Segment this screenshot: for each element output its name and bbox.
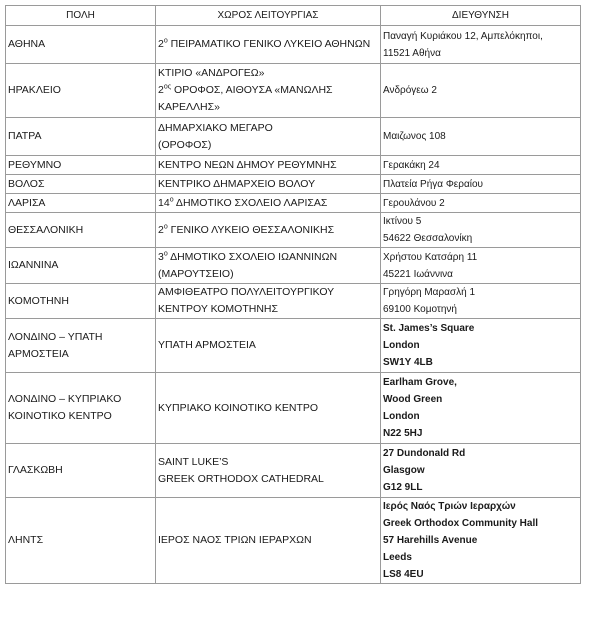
city-cell: ΓΛΑΣΚΩΒΗ [6, 444, 156, 498]
venue-line: SAINT LUKE’S [158, 455, 229, 468]
address-line: Earlham Grove, [383, 377, 457, 388]
venue-line: $2^{o\varsigma}$ ΟΡΟΦΟΣ, ΑΙΘΟΥΣΑ «ΜΑΝΩΛΗΣ [158, 83, 333, 96]
address-line: Leeds [383, 552, 412, 563]
address-line: LS8 4EU [383, 569, 424, 580]
table-row [6, 156, 581, 175]
address-line: 45221 Ιωάννινα [383, 268, 453, 280]
address-line: Πλατεία Ρήγα Φεραίου [383, 178, 483, 190]
table-body [6, 26, 581, 584]
venue-line: ΙΕΡΟΣ ΝΑΟΣ ΤΡΙΩΝ ΙΕΡΑΡΧΩΝ [158, 534, 312, 546]
header-address: ΔΙΕΥΘΥΝΣΗ [381, 6, 581, 26]
address-cell [381, 319, 581, 373]
address-line: 54622 Θεσσαλονίκη [383, 233, 473, 244]
venue-line: ΚΕΝΤΡΟΥ ΚΟΜΟΤΗΝΗΣ [158, 303, 278, 315]
table-row [6, 284, 581, 319]
venue-cell [156, 319, 381, 373]
header-row [6, 6, 581, 26]
city-cell: ΙΩΑΝΝΙΝΑ [6, 248, 156, 284]
city-cell: ΑΘΗΝΑ [6, 26, 156, 64]
venue-cell [156, 284, 381, 319]
header-city: ΠΟΛΗ [6, 6, 156, 26]
city-cell: ΡΕΘΥΜΝΟ [6, 156, 156, 175]
table-row [6, 373, 581, 444]
address-cell [381, 26, 581, 64]
city-cell: ΛΟΝΔΙΝΟ – ΥΠΑΤΗ ΑΡΜΟΣΤΕΙΑ [6, 319, 156, 373]
table-row [6, 26, 581, 64]
address-cell [381, 118, 581, 156]
address-line: Γρηγόρη Μαρασλή 1 [383, 287, 476, 298]
table-row [6, 213, 581, 248]
venues-table [5, 5, 581, 584]
address-line: Γερακάκη 24 [383, 159, 440, 171]
table-row [6, 64, 581, 118]
venue-cell [156, 213, 381, 248]
table-header [6, 6, 581, 26]
city-cell: ΠΑΤΡΑ [6, 118, 156, 156]
venue-line: ΚΤΙΡΙΟ «ΑΝΔΡΟΓΕΩ» [158, 67, 265, 79]
address-cell [381, 284, 581, 319]
venue-cell [156, 26, 381, 64]
venue-line: ΚΥΠΡΙΑΚΟ ΚΟΙΝΟΤΙΚΟ ΚΕΝΤΡΟ [158, 401, 319, 414]
venue-line: ΥΠΑΤΗ ΑΡΜΟΣΤΕΙΑ [158, 339, 256, 351]
table-row [6, 319, 581, 373]
venue-line: ΑΜΦΙΘΕΑΤΡΟ ΠΟΛΥΛΕΙΤΟΥΡΓΙΚΟΥ [158, 286, 335, 298]
table-row [6, 498, 581, 584]
city-cell: ΛΗΝΤΣ [6, 498, 156, 584]
table-row [6, 175, 581, 194]
venue-line: ΚΑΡΕΛΛΗΣ» [158, 101, 220, 113]
address-cell [381, 248, 581, 284]
address-line: London [383, 340, 420, 351]
venue-line: GREEK ORTHODOX CATHEDRAL [158, 472, 324, 485]
address-line: N22 5HJ [383, 428, 423, 439]
address-cell [381, 498, 581, 584]
address-line: Μαιζωνος 108 [383, 131, 446, 142]
city-cell: ΗΡΑΚΛΕΙΟ [6, 64, 156, 118]
address-cell [381, 64, 581, 118]
venue-line: (ΜΑΡΟΥΤΣΕΙΟ) [158, 267, 234, 280]
venue-cell [156, 175, 381, 194]
venue-cell [156, 444, 381, 498]
address-line: Ιερός Ναός Τριών Ιεραρχών [383, 501, 516, 512]
address-line: Παναγή Κυριάκου 12, Αμπελόκηποι, [383, 30, 543, 42]
address-line: Ανδρόγεω 2 [383, 85, 437, 96]
venue-cell [156, 118, 381, 156]
city-cell: ΛΟΝΔΙΝΟ – ΚΥΠΡΙΑΚΟ ΚΟΙΝΟΤΙΚΟ ΚΕΝΤΡΟ [6, 373, 156, 444]
address-line: 57 Harehills Avenue [383, 535, 478, 546]
city-cell: ΛΑΡΙΣΑ [6, 194, 156, 213]
table-row [6, 248, 581, 284]
address-cell [381, 175, 581, 194]
header-venue: ΧΩΡΟΣ ΛΕΙΤΟΥΡΓΙΑΣ [156, 6, 381, 26]
city-cell: ΚΟΜΟΤΗΝΗ [6, 284, 156, 319]
city-cell: ΘΕΣΣΑΛΟΝΙΚΗ [6, 213, 156, 248]
address-line: Wood Green [383, 394, 443, 405]
address-line: London [383, 411, 420, 422]
venue-line: $14^o$ ΔΗΜΟΤΙΚΟ ΣΧΟΛΕΙΟ ΛΑΡΙΣΑΣ [158, 196, 328, 209]
address-line: SW1Y 4LB [383, 357, 433, 368]
venue-cell [156, 498, 381, 584]
venue-cell [156, 248, 381, 284]
address-line: St. James’s Square [383, 323, 475, 334]
venue-cell [156, 194, 381, 213]
venue-line: $2^o$ ΠΕΙΡΑΜΑΤΙΚΟ ΓΕΝΙΚΟ ΛΥΚΕΙΟ ΑΘΗΝΩΝ [158, 37, 371, 50]
venue-line: $2^o$ ΓΕΝΙΚΟ ΛΥΚΕΙΟ ΘΕΣΣΑΛΟΝΙΚΗΣ [158, 223, 335, 236]
address-line: Greek Orthodox Community Hall [383, 518, 539, 529]
venue-line: ΔΗΜΑΡΧΙΑΚΟ ΜΕΓΑΡΟ [158, 121, 273, 134]
venue-cell [156, 373, 381, 444]
venue-line: ΚΕΝΤΡΟ ΝΕΩΝ ΔΗΜΟΥ ΡΕΘΥΜΝΗΣ [158, 158, 337, 171]
address-line: 27 Dundonald Rd [383, 448, 466, 459]
address-line: Ικτίνου 5 [383, 216, 422, 227]
address-cell [381, 444, 581, 498]
address-line: Χρήστου Κατσάρη 11 [383, 251, 478, 263]
address-line: Γερουλάνου 2 [383, 197, 445, 209]
table-row [6, 444, 581, 498]
address-line: 69100 Κομοτηνή [383, 304, 457, 315]
venue-cell [156, 156, 381, 175]
address-cell [381, 373, 581, 444]
venue-cell [156, 64, 381, 118]
venue-line: ΚΕΝΤΡΙΚΟ ΔΗΜΑΡΧΕΙΟ ΒΟΛΟΥ [158, 177, 316, 190]
venue-line: $3^o$ ΔΗΜΟΤΙΚΟ ΣΧΟΛΕΙΟ ΙΩΑΝΝΙΝΩΝ [158, 250, 338, 263]
address-line: Glasgow [383, 465, 425, 476]
address-line: 11521 Αθήνα [383, 47, 441, 59]
address-cell [381, 194, 581, 213]
city-cell: ΒΟΛΟΣ [6, 175, 156, 194]
address-cell [381, 213, 581, 248]
venue-line: (ΟΡΟΦΟΣ) [158, 138, 212, 151]
table-row [6, 194, 581, 213]
address-cell [381, 156, 581, 175]
address-line: G12 9LL [383, 482, 423, 493]
table-row [6, 118, 581, 156]
